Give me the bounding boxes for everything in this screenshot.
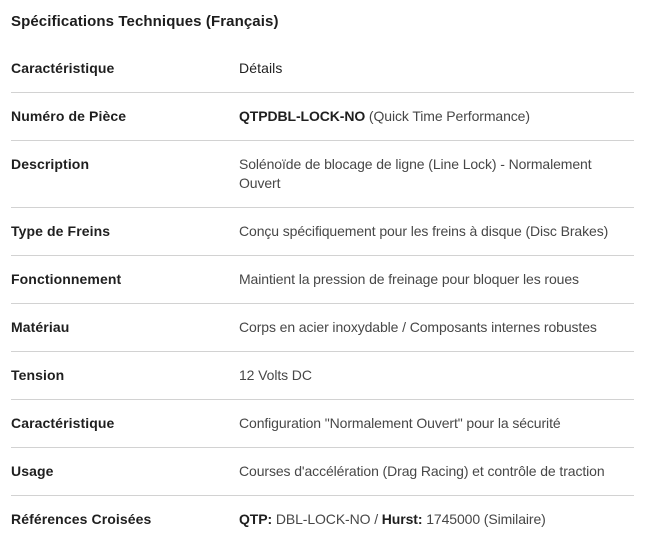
- row-label: Références Croisées: [11, 511, 152, 527]
- row-details: [239, 366, 634, 385]
- details-text-segment: Conçu spécifiquement pour les freins à disque (Disc Brakes): [239, 223, 609, 239]
- row-label: Fonctionnement: [11, 271, 122, 287]
- table-row: [11, 93, 634, 141]
- details-text-segment: Corps en acier inoxydable / Composants internes robustes: [239, 319, 597, 335]
- row-details: [239, 318, 634, 337]
- table-row: [11, 208, 634, 256]
- row-label: Tension: [11, 367, 65, 383]
- table-body: [11, 93, 634, 543]
- row-details: [239, 510, 634, 529]
- row-details: [239, 270, 634, 289]
- details-text-segment: Solénoïde de blocage de ligne (Line Lock) - Normalement Ouvert: [239, 156, 592, 191]
- details-bold-segment: QTPDBL-LOCK-NO: [239, 108, 366, 124]
- row-details: [239, 155, 634, 193]
- details-text-segment: Configuration "Normalement Ouvert" pour la sécurité: [239, 415, 561, 431]
- table-row: [11, 400, 634, 448]
- column-header-caracteristique: Caractéristique: [11, 60, 115, 76]
- table-row: [11, 141, 634, 208]
- row-details: [239, 107, 634, 126]
- page-title: Spécifications Techniques (Français): [11, 13, 279, 30]
- table-row: [11, 496, 634, 543]
- row-label: Caractéristique: [11, 415, 115, 431]
- table-row: [11, 448, 634, 496]
- details-text-segment: 12 Volts DC: [239, 367, 312, 383]
- details-text-segment: 1745000 (Similaire): [422, 511, 546, 527]
- row-label: Numéro de Pièce: [11, 108, 127, 124]
- row-details: [239, 462, 634, 481]
- table-row: [11, 256, 634, 304]
- table-header-row: [11, 59, 634, 93]
- row-label: Description: [11, 156, 90, 172]
- column-header-details: Détails: [239, 60, 283, 76]
- row-details: [239, 222, 634, 241]
- details-text-segment: Maintient la pression de freinage pour bloquer les roues: [239, 271, 579, 287]
- details-text-segment: Courses d'accélération (Drag Racing) et contrôle de traction: [239, 463, 605, 479]
- table-row: [11, 352, 634, 400]
- details-bold-segment: Hurst:: [381, 511, 423, 527]
- table-row: [11, 304, 634, 352]
- row-label: Usage: [11, 463, 54, 479]
- spec-table: [11, 59, 634, 543]
- details-text-segment: (Quick Time Performance): [365, 108, 530, 124]
- row-label: Type de Freins: [11, 223, 111, 239]
- row-label: Matériau: [11, 319, 70, 335]
- row-details: [239, 414, 634, 433]
- details-text-segment: DBL-LOCK-NO /: [272, 511, 382, 527]
- details-bold-segment: QTP:: [239, 511, 273, 527]
